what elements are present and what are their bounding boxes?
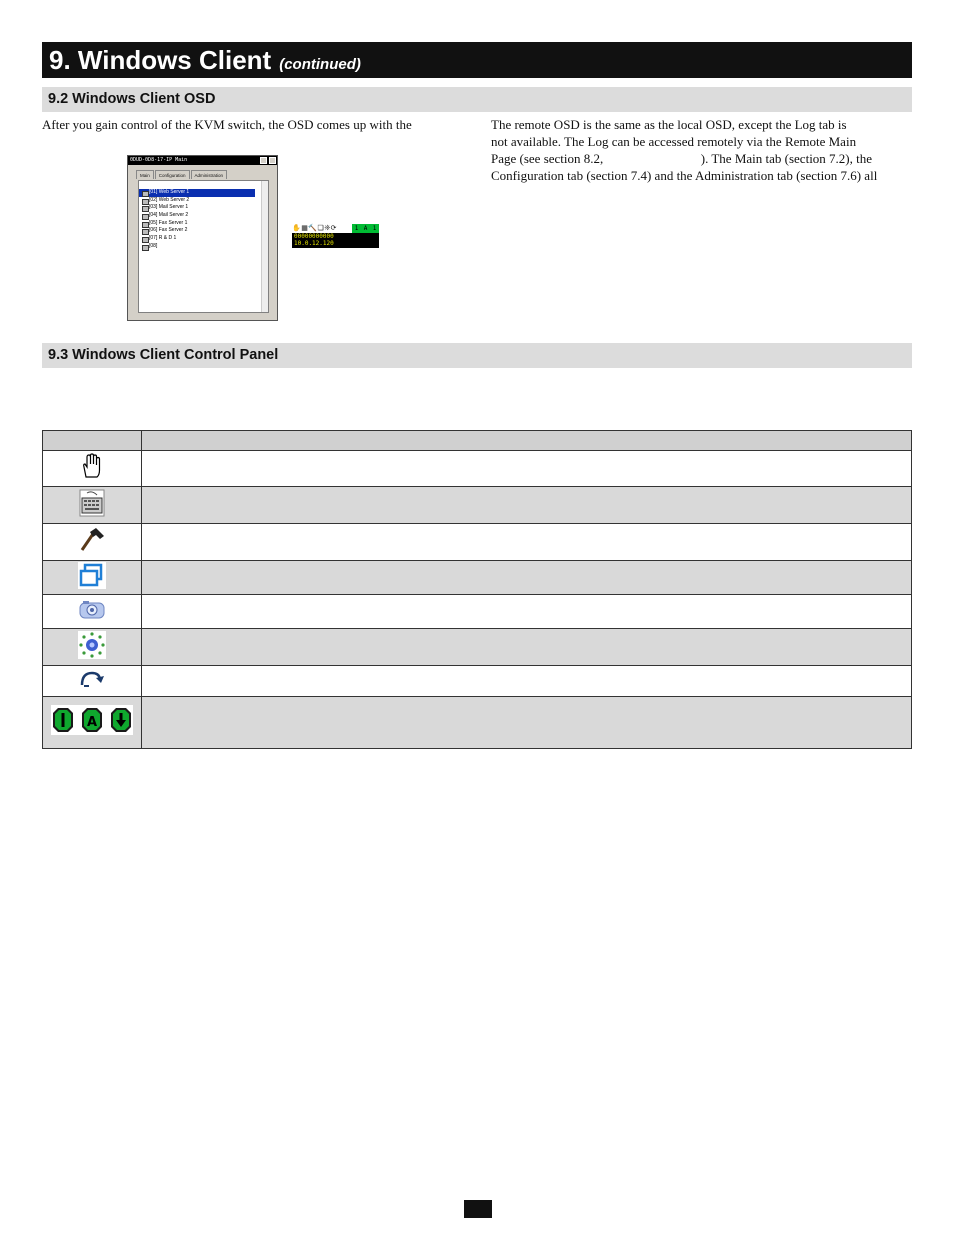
control-panel-display (292, 233, 379, 248)
control-panel-ip: 10.0.12.120 (294, 240, 334, 247)
osd-right-paragraph (491, 116, 912, 184)
osd-left-paragraph: After you gain control of the KVM switch, the OSD comes up with the (42, 117, 412, 132)
num-lock-led: 1 (354, 225, 359, 232)
close-icon[interactable] (269, 157, 276, 164)
osd-tabs (136, 170, 228, 179)
port-list (138, 180, 269, 313)
osd-window-title: 0DUD-0D8-17-IP Main (130, 157, 188, 163)
table-row (43, 595, 912, 629)
port-list-item[interactable]: [03] Mail Server 1 (139, 204, 268, 212)
minimize-icon[interactable] (260, 157, 267, 164)
table-row (43, 666, 912, 697)
lock-leds-icon (51, 705, 133, 735)
tab-main[interactable]: Main (136, 170, 154, 179)
port-list-item[interactable]: [06] Fax Server 2 (139, 227, 268, 235)
table-row (43, 697, 912, 749)
caps-lock-led: A (363, 225, 368, 232)
chapter-continued: (continued) (279, 56, 361, 73)
port-list-item[interactable]: [01] Web Server 1 (139, 189, 255, 197)
table-header-cell (142, 431, 912, 451)
osd-window-screenshot (127, 155, 278, 321)
keyboard-icon (79, 489, 105, 517)
table-header-row (43, 431, 912, 451)
tab-configuration[interactable]: Configuration (155, 170, 190, 179)
control-panel-icons: ✋▦🔨❏❊⟳ (292, 224, 338, 232)
control-panel-display-line: 00000000000 (294, 233, 334, 240)
osd-window-titlebar (128, 156, 277, 165)
port-list-item[interactable]: [05] Fax Server 1 (139, 220, 268, 228)
auto-sync-icon (78, 631, 106, 659)
table-row (43, 561, 912, 595)
section-heading-control-panel: 9.3 Windows Client Control Panel (42, 343, 912, 368)
chapter-title-bar (42, 42, 912, 78)
table-row (43, 451, 912, 487)
table-row (43, 524, 912, 561)
osd-right-line: Configuration tab (section 7.4) and the Administration tab (section 7.6) all (491, 168, 878, 183)
control-panel-table (42, 430, 912, 749)
chapter-title: 9. Windows Client (49, 45, 272, 75)
tab-administration[interactable]: Administration (191, 170, 228, 179)
port-list-item[interactable]: [04] Mail Server 2 (139, 212, 268, 220)
page-number (464, 1200, 492, 1218)
svg-text:A: A (86, 715, 98, 730)
osd-right-line: Page (see section 8.2, ). The Main tab (section 7.2), the (491, 151, 873, 166)
table-row (43, 487, 912, 524)
refresh-icon (79, 669, 105, 689)
port-list-item[interactable]: [02] Web Server 2 (139, 197, 268, 205)
scroll-lock-led: 1 (372, 225, 377, 232)
port-list-item[interactable]: [08] (139, 243, 268, 251)
snapshot-camera-icon (79, 599, 105, 619)
hand-icon (80, 453, 104, 479)
section-heading-osd: 9.2 Windows Client OSD (42, 87, 912, 112)
table-header-cell (43, 431, 142, 451)
table-row (43, 629, 912, 666)
lock-leds (352, 224, 379, 233)
osd-right-line: not available. The Log can be accessed remotely via the Remote Main (491, 134, 857, 149)
hammer-icon (79, 527, 105, 553)
window-resize-icon (78, 562, 106, 589)
port-list-scrollbar[interactable] (261, 181, 268, 312)
port-list-item[interactable]: [07] R & D 1 (139, 235, 268, 243)
osd-right-line: The remote OSD is the same as the local OSD, except the Log tab is (491, 117, 847, 132)
control-panel-screenshot (292, 224, 379, 248)
